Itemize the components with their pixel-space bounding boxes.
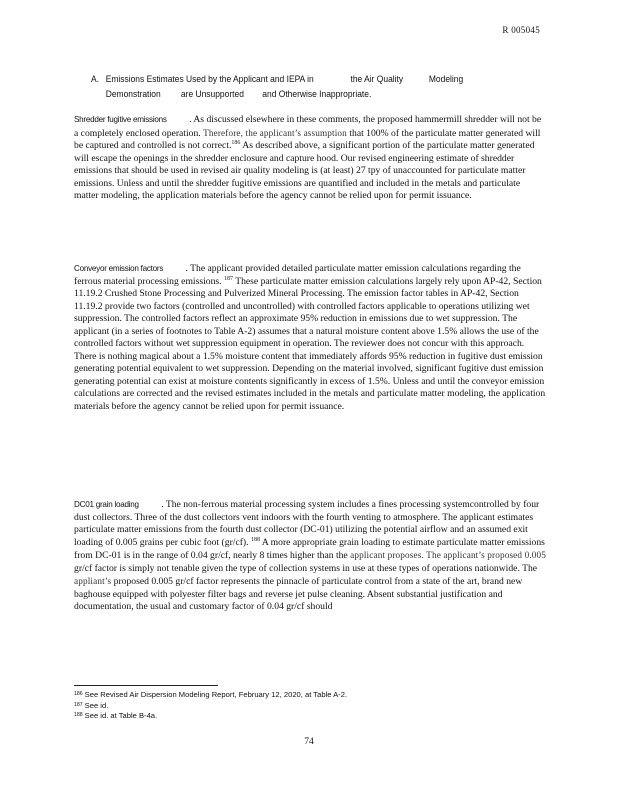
paragraph-runin-heading: Shredder fugitive emissions (74, 115, 167, 124)
footnote-number: 186 (74, 691, 83, 697)
paragraph-runin-heading: DC01 grain loading (74, 500, 139, 509)
section-title-part-6: and Otherwise Inappropriate. (262, 89, 372, 99)
footnotes (74, 690, 544, 722)
section-title-part-4: Demonstration (105, 89, 161, 99)
section-title-part-3: Modeling (428, 74, 464, 84)
section-heading (91, 72, 514, 102)
text-segment: These particulate matter emission calculations largely rely upon AP-42, Section 11.19.2 Crushed Stone Processing and Pulverized Mineral Processing. The emission factor tables in AP-42, Section 11.19.2 provide two factors (controlled and uncontrolled) with controlled factors applicable to operations utilizing wet suppression. The controlled factors reflect an approximate 95% reduction in emissions due to wet suppression. The applicant (in a series of footnotes to Table A-2) assumes that a natural moisture content above 1.5% allows the use of the controlled factors without wet suppression equipment in operation. The reviewer does not concur with this approach. There is nothing magical about a 1.5% moisture content that immediately affords 95% reduction in fugitive dust emission generating potential equivalent to wet suppression. Depending on the material involved, significant fugitive dust emission generating potential can exist at moisture contents significantly in excess of 1.5%. Unless and until the conveyor emission calculations are corrected and the revised estimates included in the metals and particulate matter modeling, the application materials before the agency cannot be relied upon for permit issuance. (74, 275, 546, 412)
text-segment: . As discussed elsewhere in these comments, the proposed hammermill shredder will not be a completely enclosed operation. (74, 114, 542, 139)
text-segment-faint: Therefore, the applicant’s assumption (203, 127, 347, 138)
footnote-186 (74, 690, 544, 701)
text-segment: . The non-ferrous material processing system includes a fines processing systemcontrolled by four dust collectors. Three of the dust collectors vent indoors with the fourth venting to atmosphere. The applicant estimates particulate matter emissions from the fourth dust collector (DC-01) utilizing the potential airflow and an assumed exit loading of 0.005 grains per cubic foot (gr/cf). (74, 499, 540, 548)
footnote-text: See Revised Air Dispersion Modeling Report, February 12, 2020, at Table A-2. (84, 690, 348, 699)
footnote-separator (74, 685, 218, 686)
section-letter: A. (91, 74, 99, 84)
text-segment: proposed 0.005 gr/cf factor represents the pinnacle of particulate control from a state of the art, brand new baghouse equipped with polyester filter bags and reverse jet pulse cleaning. Absent substantial justification and documentation, the usual and customary factor of 0.04 gr/cf should (74, 576, 523, 612)
section-heading-line-1 (91, 72, 514, 87)
text-segment: A more appropriate grain loading to estimate particulate matter emissions from DC-01 is in the range of 0.04 gr/cf, nearly 8 times higher than the (74, 536, 545, 561)
section-title-part-1: Emissions Estimates Used by the Applicant and IEPA in (105, 74, 314, 84)
page-number: 74 (304, 737, 314, 747)
footnote-number: 187 (74, 701, 83, 708)
paragraph-dc01-grain-loading (74, 499, 547, 614)
footnote-text: See id. at Table B-4a. (84, 711, 158, 721)
paragraph-conveyor-emission-factors (74, 263, 547, 413)
footnote-188 (74, 711, 544, 722)
text-segment: gr/cf factor is simply not tenable given the type of collection systems in use at these types of operations nationwide. The (74, 562, 538, 574)
text-segment: . The applicant provided detailed particulate matter emission calculations regarding the ferrous material processing emissions. (74, 263, 521, 287)
text-segment: that 100% of the particulate matter generated will be captured and controlled is not correct. (74, 127, 541, 151)
paragraph-runin-heading: Conveyor emission factors (74, 264, 164, 273)
footnote-number: 188 (74, 712, 83, 719)
footnote-reference: 186 (231, 140, 241, 146)
paragraph-shredder-fugitive-emissions (74, 114, 547, 203)
footnote-187 (74, 701, 544, 712)
footnote-reference: 188 (250, 536, 260, 543)
section-title-part-2: the Air Quality (350, 74, 404, 84)
footnote-reference: 187 (223, 275, 233, 282)
text-segment-faint: appliant’s (74, 576, 112, 586)
text-segment-faint: applicant proposes. The applicant’s proposed 0.005 (350, 550, 547, 560)
section-heading-line-2 (91, 87, 514, 102)
bates-number: R 005045 (502, 25, 540, 35)
section-title-part-5: are Unsupported (180, 89, 244, 99)
footnote-text: See id. (84, 700, 109, 710)
text-segment: As described above, a significant portion of the particulate matter generated will escape the openings in the shredder enclosure and capture hood. Our revised engineering estimate of shredder emissions that should be used in revised air quality modeling is (at least) 27 tpy of unaccounted for particulate matter emissions. Unless and until the shredder fugitive emissions are quantified and included in the metals and particulate matter modeling, the application materials before the agency cannot be relied upon for permit issuance. (74, 140, 535, 201)
